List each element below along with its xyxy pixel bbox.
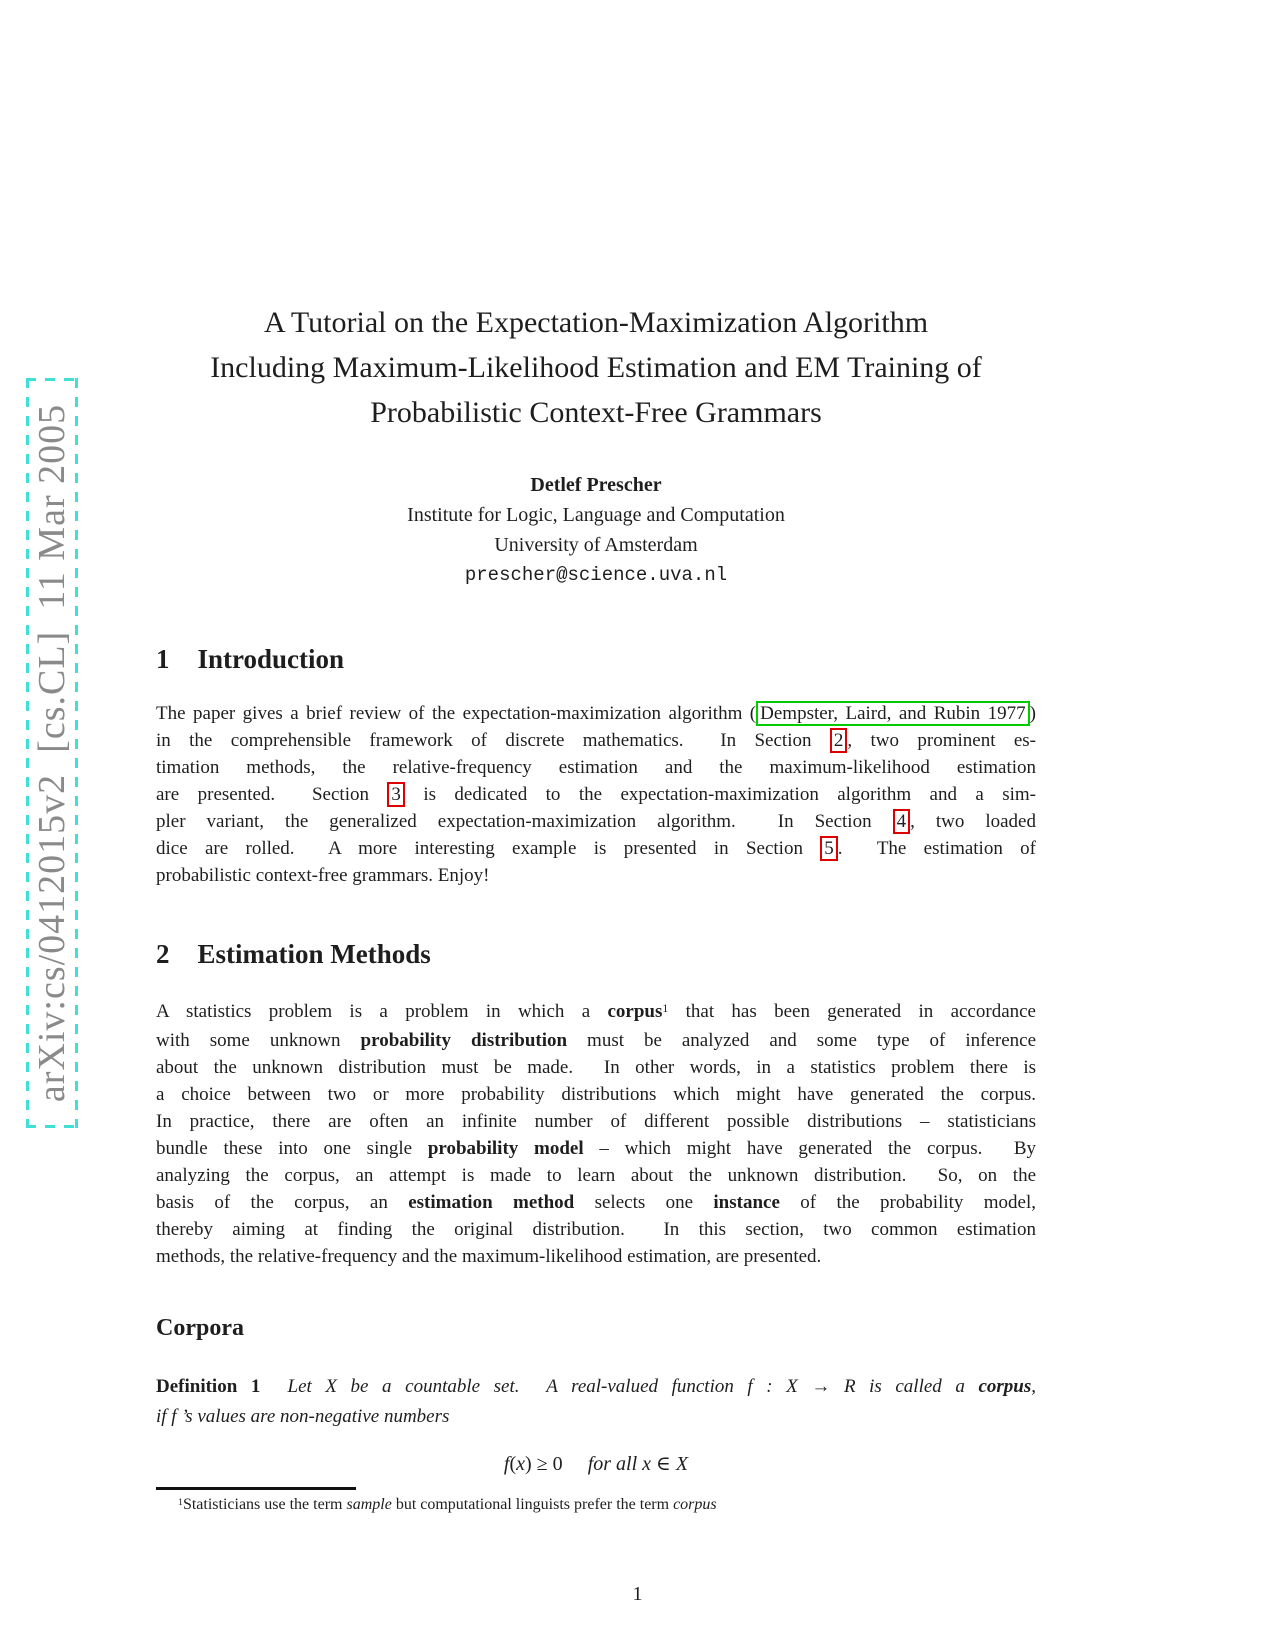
text-segment: Definition 1	[156, 1376, 261, 1397]
text-line	[156, 998, 1036, 1027]
author-affiliation: Institute for Logic, Language and Computation	[407, 504, 785, 526]
text-line	[156, 862, 1036, 889]
text-segment: dice are rolled. A more interesting example is presented in Section	[156, 838, 821, 859]
footnote-marker: 1	[178, 1496, 183, 1508]
text-segment: are presented. Section	[156, 784, 388, 805]
introduction-paragraph	[156, 700, 1036, 889]
section-number: 1	[156, 644, 170, 674]
text-segment: a choice between two or more probability distributions which might have generated the corpus.	[156, 1084, 1036, 1105]
text-segment: is dedicated to the expectation-maximization algorithm and a sim-	[404, 784, 1037, 805]
text-segment: corpus	[607, 1001, 663, 1022]
text-line	[156, 700, 1036, 727]
text-line	[156, 727, 1036, 754]
text-segment: pler variant, the generalized expectation-maximization algorithm. In Section	[156, 811, 893, 832]
text-segment: , two loaded	[910, 811, 1036, 832]
text-line	[156, 1135, 1036, 1162]
arxiv-stamp	[26, 378, 78, 1128]
footnote-1	[156, 1494, 1036, 1518]
author-block	[156, 470, 1036, 590]
subsection-title-corpora: Corpora	[156, 1315, 244, 1341]
text-line	[156, 1054, 1036, 1081]
text-segment: )	[1029, 703, 1036, 724]
text-segment: probability model	[427, 1138, 584, 1159]
footnote-marker: 1	[662, 1001, 669, 1015]
text-segment: but computational linguists prefer the term	[391, 1496, 674, 1513]
text-line	[156, 1027, 1036, 1054]
paper-title-line-3: Probabilistic Context-Free Grammars	[370, 396, 822, 429]
section-title: Estimation Methods	[197, 939, 431, 969]
section-title: Introduction	[197, 644, 345, 674]
text-segment: that has been generated in accordance	[668, 1001, 1036, 1022]
arxiv-stamp-border-right	[75, 378, 78, 1128]
author-university: University of Amsterdam	[494, 534, 698, 556]
text-line	[156, 808, 1036, 835]
text-segment: of the probability model,	[779, 1192, 1037, 1213]
text-line	[156, 1402, 1036, 1432]
section-heading-estimation-methods	[156, 938, 1036, 970]
text-segment: thereby aiming at finding the original distribution. In this section, two common estimation	[156, 1219, 1036, 1240]
text-segment: – which might have generated the corpus. By	[583, 1138, 1036, 1159]
definition-1-paragraph	[156, 1372, 1036, 1432]
text-segment: probability distribution	[360, 1030, 568, 1051]
text-segment: selects one	[574, 1192, 714, 1213]
text-segment: bundle these into one single	[156, 1138, 428, 1159]
text-segment: estimation method	[408, 1192, 575, 1213]
text-segment: corpus	[673, 1496, 717, 1513]
author-email: prescher@science.uva.nl	[464, 564, 728, 586]
text-segment: (	[509, 1453, 517, 1475]
text-segment: The paper gives a brief review of the expectation-maximization algorithm (	[156, 703, 757, 724]
text-line	[156, 781, 1036, 808]
text-segment: with some unknown	[156, 1030, 361, 1051]
text-segment: sample	[346, 1496, 392, 1513]
text-line	[156, 1494, 1036, 1518]
text-segment: Let X be a countable set. A real-valued function f : X → R is called a	[260, 1376, 979, 1397]
text-segment: about the unknown distribution must be made. In other words, in a statistics problem there is	[156, 1057, 1036, 1078]
text-segment: must be analyzed and some type of inference	[567, 1030, 1037, 1051]
text-line	[156, 754, 1036, 781]
section-number: 2	[156, 939, 170, 969]
arxiv-stamp-border-left	[26, 378, 29, 1128]
text-segment: X	[675, 1453, 689, 1475]
text-line	[156, 835, 1036, 862]
text-segment: instance	[713, 1192, 780, 1213]
page-number: 1	[632, 1583, 643, 1605]
text-segment: ,	[1031, 1376, 1036, 1397]
text-segment: A statistics problem is a problem in which a	[156, 1001, 608, 1022]
paper-title-line-2: Including Maximum-Likelihood Estimation and EM Training of	[210, 351, 982, 384]
text-segment: In practice, there are often an infinite number of different possible distributions – statisticians	[156, 1111, 1036, 1132]
corpus-formula	[156, 1450, 1036, 1478]
arxiv-stamp-border-top	[26, 378, 78, 381]
text-segment: ) ≥ 0	[525, 1453, 588, 1475]
text-line	[156, 1189, 1036, 1216]
section-reference-link[interactable]: 3	[387, 782, 405, 807]
text-segment: ∈	[651, 1453, 676, 1475]
section-reference-link[interactable]: 2	[830, 728, 848, 753]
text-segment: timation methods, the relative-frequency estimation and the maximum-likelihood estimation	[156, 757, 1036, 778]
text-segment: Statisticians use the term	[182, 1496, 347, 1513]
arxiv-id-label: arXiv:cs/0412015v2 [cs.CL] 11 Mar 2005	[31, 403, 73, 1103]
estimation-methods-paragraph	[156, 998, 1036, 1270]
arxiv-stamp-border-bottom	[26, 1125, 78, 1128]
text-segment: if f ’s values are non-negative numbers	[156, 1406, 450, 1427]
text-line	[156, 1372, 1036, 1402]
section-heading-introduction	[156, 643, 1036, 675]
citation-link[interactable]: Dempster, Laird, and Rubin 1977	[756, 701, 1030, 726]
text-line	[156, 1108, 1036, 1135]
paper-title	[156, 300, 1036, 435]
text-line	[156, 1162, 1036, 1189]
text-segment: methods, the relative-frequency and the maximum-likelihood estimation, are presented.	[156, 1246, 822, 1267]
text-line	[156, 1216, 1036, 1243]
text-segment: , two prominent es-	[847, 730, 1036, 751]
text-line	[156, 1450, 1036, 1478]
text-segment: probabilistic context-free grammars. Enjoy!	[156, 865, 490, 886]
text-segment: in the comprehensible framework of discrete mathematics. In Section	[156, 730, 830, 751]
text-line	[156, 1081, 1036, 1108]
text-segment: . The estimation of	[837, 838, 1036, 859]
author-name: Detlef Prescher	[530, 474, 662, 496]
paper-title-line-1: A Tutorial on the Expectation-Maximization Algorithm	[263, 306, 929, 339]
text-line	[156, 1243, 1036, 1270]
text-segment: for all x	[587, 1453, 652, 1475]
text-segment: x	[516, 1453, 526, 1475]
text-segment: analyzing the corpus, an attempt is made to learn about the unknown distribution. So, on the	[156, 1165, 1036, 1186]
text-segment: f	[503, 1453, 510, 1475]
text-segment: corpus	[978, 1376, 1032, 1397]
footnote-rule	[156, 1487, 356, 1490]
text-segment: basis of the corpus, an	[156, 1192, 409, 1213]
section-reference-link[interactable]: 4	[893, 809, 911, 834]
section-reference-link[interactable]: 5	[820, 836, 838, 861]
